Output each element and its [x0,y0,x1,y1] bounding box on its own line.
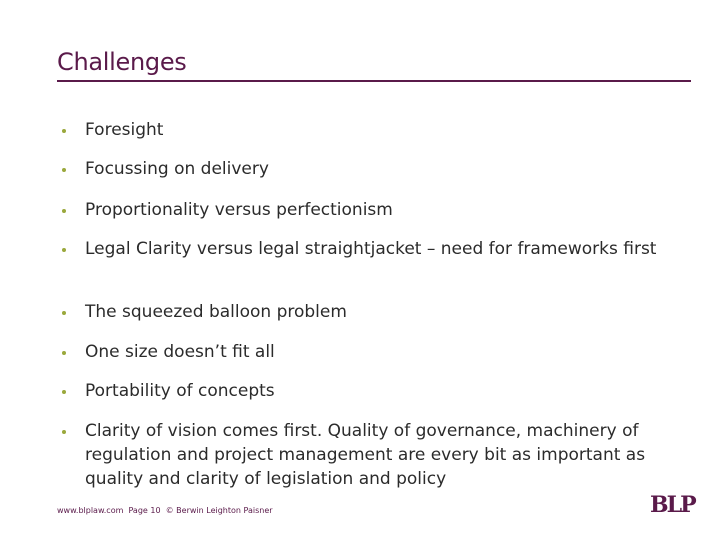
title-underline [57,80,691,82]
bullet-item [62,300,672,324]
bullet-item [62,340,672,364]
bullet-text: The squeezed balloon problem [85,302,347,322]
bullet-dot-icon [62,311,66,315]
bullet-text: Proportionality versus perfectionism [85,200,393,220]
bullet-item [62,157,672,181]
slide-title: Challenges [57,48,187,76]
bullet-item [62,379,672,403]
bullet-dot-icon [62,430,66,434]
bullet-dot-icon [62,129,66,133]
bullet-dot-icon [62,248,66,252]
bullet-text: Focussing on delivery [85,159,269,179]
bullet-dot-icon [62,351,66,355]
slide-footer: www.blplaw.com Page 10 © Berwin Leighton Paisner [57,506,273,515]
bullet-text: One size doesn’t fit all [85,342,275,362]
bullet-text: Legal Clarity versus legal straightjacket – need for frameworks first [85,239,657,259]
bullet-dot-icon [62,209,66,213]
bullet-item [62,118,672,142]
bullet-item [62,237,672,261]
bullet-text: Clarity of vision comes first. Quality of governance, machinery of regulation and project management are every bit as important as quality and clarity of legislation and policy [85,421,646,489]
blp-logo: BLP [650,492,695,518]
bullet-item [62,198,672,222]
bullet-item [62,419,672,491]
bullet-dot-icon [62,168,66,172]
bullet-text: Foresight [85,120,164,140]
bullet-dot-icon [62,390,66,394]
bullet-text: Portability of concepts [85,381,275,401]
